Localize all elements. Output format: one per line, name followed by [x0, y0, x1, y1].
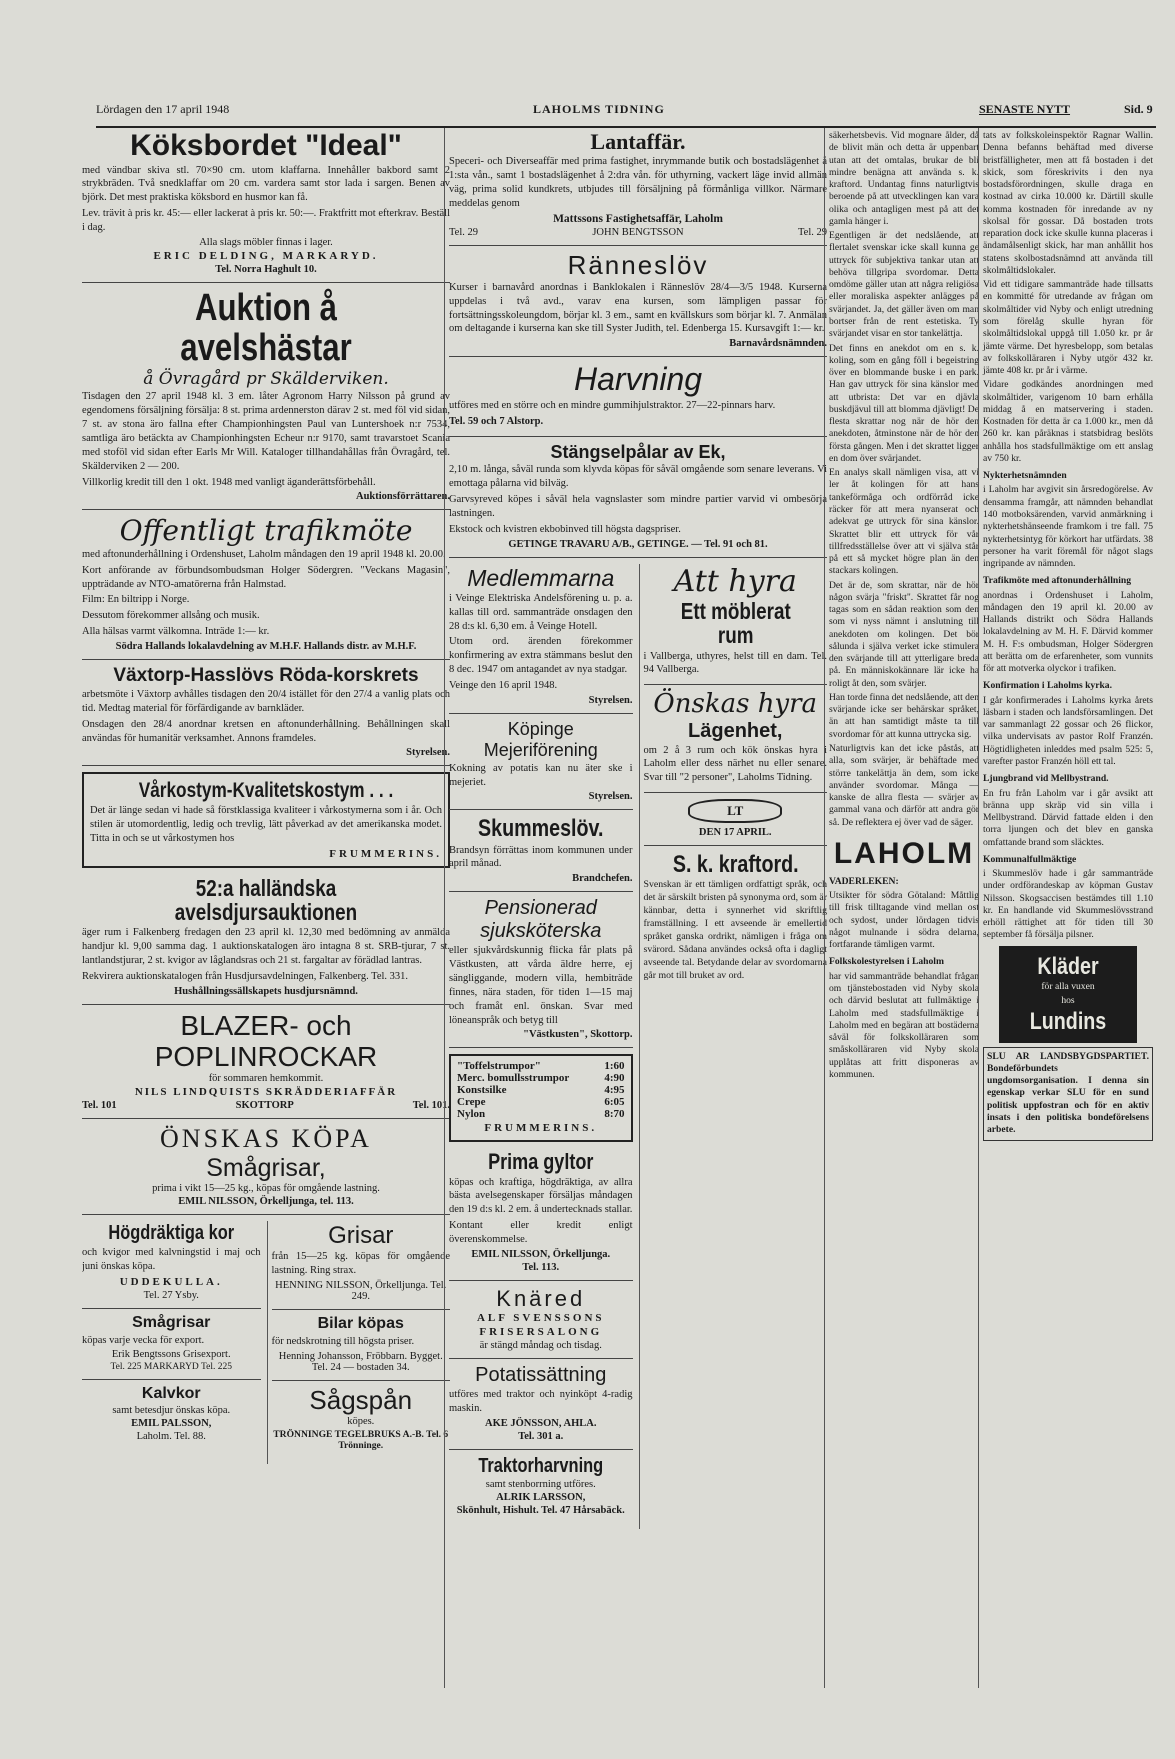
- ad-title: Smågrisar,: [206, 1153, 326, 1182]
- ad-title: sjuksköterska: [480, 920, 602, 943]
- ad-signature: "Västkusten", Skottorp.: [523, 1029, 633, 1041]
- article-body: Svenskan är ett tämligen ordfattigt språk, och det är särskilt bristen på synonyma ord, som är kännbar, detta i synnerhet vid skriftlig framställning. I ett avseende är emellertid språket ganska ordrikt, nämligen i fråga om svärord. Sådana användes också ofta i dagligt avseende tal. Betydande delar av svordomarna går mot till bruket av ord.: [643, 879, 827, 981]
- ad-kopinge: [449, 720, 633, 811]
- ad-blazer: [82, 1011, 450, 1120]
- ad-phone: Skönhult, Hishult. Tel. 47 Hårsabäck.: [456, 1504, 625, 1516]
- ad-phone: Tel. 29: [797, 226, 827, 238]
- ad-body: hos: [1061, 995, 1075, 1007]
- ad-title: Traktorharvning: [478, 1454, 604, 1477]
- article-body: En analys skall nämligen visa, att vi ler åt kolingen för att hans tankeförmåga och ordförråd icke räcker för att mera nyanserat och adekvat ge uttryck för sina känslor. Skrattet blir ett uttryck för vår tillfredsställelse över att vi själva står på ett så mycket högre plan än den stackars kolingen.: [829, 467, 979, 577]
- small-ads-row: [82, 1221, 450, 1464]
- article-title: S. k. kraftord.: [672, 851, 799, 879]
- price-item-name: Nylon: [457, 1108, 486, 1121]
- ad-body: Villkorlig kredit till den 1 okt. 1948 med vanligt äganderättsförbehåll.: [82, 476, 376, 488]
- ad-title: Vårkostym-Kvalitetskostym . . .: [138, 779, 394, 803]
- ad-title: Lägenhet,: [688, 719, 783, 742]
- news-body: I går konfirmerades i Laholms kyrka årets läsbarn i staden och landsförsamlingen. Det var sammanlagt 22 gossar och 26 flickor, vilka undervisats av pastor Rolf Franzén. Högtidligheten inleddes med psalm 525: 5, varefter pastor Franzén höll ett tal.: [983, 694, 1153, 768]
- ad-title: Pensionerad: [484, 897, 597, 920]
- ad-body: äger rum i Falkenberg fredagen den 23 april kl. 12,30 med bedömning av anmälda handjur kl. 9,00 samma dag. 1 auktionskatalogen äro intagna 8 st. SRB-tjurar, 7 st. lantlandstjurar, 2 st. kvigor av låglandsras och 21 st. fargaltar av förädlad lantras.: [82, 927, 450, 966]
- ad-body: Tisdagen den 27 april 1948 kl. 3 em. låter Agronom Harry Nilsson på grund av egendomens försäljning försälja: 8 st. prima ardennerston därav 2 st. med föl vid sidan, 7 st. av stona äro fallna efter Championhingsten Paul van Luntershoek n:r 7534, samtliga äro betäckta av Championhingsten Echeur n:r 9170, samt travarstoet Scania med stoföl vid sidan efter Earls Mr Will. Kataloger tillhandahållas från Övragård, tel. Skälderviken 2 — 200.: [82, 391, 450, 472]
- ad-body: Kort anförande av förbundsombudsman Holger Södergren. "Veckans Magasin", uppträdande av NTO-amatörerna från Halmstad.: [82, 564, 450, 590]
- ad-body: samt betesdjur önskas köpa.: [112, 1405, 231, 1417]
- article-body: Vid ett tidigare sammanträde hade tillsatts en kommitté för utredande av frågan om skolmåltider vid Nyby och enligt utredning som förelåg skulle hyran för skolmåltidslokal uppgå till 1.050 kr. pr år jämte värme. Det hyresbelopp, som betalas av folkskolläraren i Nyby utgör 432 kr. jämte 408 kr. pr år i värme.: [983, 279, 1153, 377]
- ad-title: Önskas hyra: [653, 689, 818, 720]
- price-item-name: Crepe: [457, 1096, 486, 1109]
- ad-title: Sågspån: [309, 1384, 413, 1415]
- ad-signature: HENNING NILSSON, Örkelljunga. Tel. 249.: [275, 1279, 447, 1302]
- ad-body: Alla hälsas varmt välkomna. Inträde 1:— kr.: [82, 626, 270, 638]
- ad-body: Alla slags möbler finnas i lager.: [199, 236, 333, 248]
- ad-phone: Tel. 29: [449, 226, 479, 238]
- ad-phone: Tel. 27 Ysby.: [143, 1289, 199, 1301]
- header-section: SENASTE NYTT: [979, 102, 1071, 116]
- ad-signature: Styrelsen.: [588, 791, 633, 803]
- ad-pensionerad: [449, 898, 633, 1048]
- column-2: [444, 128, 827, 1688]
- ad-body: Kokning av potatis kan nu äter ske i mejeriet.: [449, 762, 633, 788]
- ad-body: Film: En biltripp i Norge.: [82, 594, 190, 606]
- ad-signature: Erik Bengtssons Grisexport.: [111, 1349, 231, 1361]
- ad-onskas-hyra: [644, 691, 828, 793]
- ad-rodakors: [82, 666, 450, 766]
- ad-title: Prima gyltor: [488, 1149, 594, 1175]
- ad-body: samt stenborrning utföres.: [485, 1478, 596, 1490]
- ad-body: 2,10 m. långa, såväl runda som klyvda köpas för såväl omgående som senare leverans. Vi emottaga pålarna vid bilväg.: [449, 464, 827, 490]
- ad-subtitle: för alla vuxen: [1041, 980, 1095, 992]
- ad-grisar: [272, 1223, 451, 1310]
- article-body: Det finns en anekdot om en s. k. koling, som en gång föll i begeistring över en blommande buske i en park. Han gav uttryck för sina känslor med att utbrista: Det var en djävla buskdjävul till att blomma djävligt! De flesta skrattar nog när de hör den anekdoten, åtminstone när de hör den första gången. Men i det skrattet ligger en dom över svärjandet.: [829, 342, 979, 464]
- ad-body: i Vallberga, uthyres, helst till en dam. Tel. 94 Vallberga.: [643, 650, 827, 676]
- price-row: [457, 1060, 625, 1072]
- ad-signature: Barnavårdsnämnden.: [729, 338, 827, 350]
- ad-body: Ekstock och kvistren ekbobinved till högsta dagspriser.: [449, 523, 681, 535]
- ad-signature: UDDEKULLA.: [119, 1275, 223, 1288]
- price-item-price: 4:95: [604, 1084, 625, 1097]
- ad-traktorharvning: [449, 1456, 633, 1523]
- ad-hogdraktiga: [82, 1223, 261, 1309]
- ad-signature: EMIL NILSSON, Örkelljunga, tel. 113.: [178, 1196, 354, 1208]
- ad-subtitle: för sommaren hemkommit.: [208, 1073, 324, 1085]
- ad-body: utföres med traktor och nyinköpt 4-radig maskin.: [449, 1388, 633, 1414]
- ad-title: ÖNSKAS KÖPA: [160, 1124, 372, 1154]
- ad-body: prima i vikt 15—25 kg., köpas för omgående lastning.: [152, 1183, 380, 1195]
- page-header: [96, 92, 1156, 128]
- ad-title: Medlemmarna: [467, 564, 615, 591]
- ad-title: Köksbordet "Ideal": [130, 129, 402, 162]
- ad-title: Grisar: [328, 1222, 394, 1250]
- ad-title: BLAZER- och: [180, 1009, 352, 1041]
- ad-body: för nedskrotning till högsta priser.: [271, 1335, 415, 1347]
- ad-title: Växtorp-Hasslövs Röda-korskrets: [113, 664, 419, 686]
- ad-kalvkor: [82, 1386, 261, 1449]
- ad-signature: Auktionsförrättaren.: [355, 491, 450, 503]
- ad-title: Lantaffär.: [590, 129, 686, 154]
- ad-body: Kontant eller kredit enligt överenskommelse.: [449, 1220, 633, 1246]
- ad-signature: AKE JÖNSSON, AHLA.: [485, 1417, 597, 1429]
- col2-right-a: [639, 564, 828, 1529]
- price-item-name: "Toffelstrumpor": [457, 1060, 541, 1073]
- ad-title: Offentligt trafikmöte: [119, 514, 413, 548]
- ad-body: från 15—25 kg. köpas för omgående lastning. Ring strax.: [271, 1251, 450, 1277]
- ad-title: Harvning: [573, 361, 703, 398]
- ad-signature: FRUMMERINS.: [484, 1122, 598, 1135]
- article-body: Egentligen är det nedslående, att flertalet svenskar icke skall kunna ge uttryck för subjektiva tankar utan att behöva tillgripa svordomar. Detta omdöme gäller utan att några religiösa eller moraliska aspekter anlägges på svärjandet. Ja, det gäller även om man bortser från de rent estetiska. Ty svärjandet visar en stor tankelättja.: [829, 230, 979, 340]
- ad-body: arbetsmöte i Växtorp avhålles tisdagen den 20/4 istället för den 27/4 a vanlig plats och tid. Medtag material för förfärdigande av barnkläder.: [82, 688, 450, 714]
- ad-koksbordet: [82, 130, 450, 283]
- ad-title: Knäred: [496, 1285, 586, 1311]
- ad-contact: JOHN BENGTSSON: [592, 226, 684, 238]
- ad-lundins: [999, 946, 1137, 1043]
- small-ads-right: [267, 1221, 451, 1464]
- ad-signature: EMIL PALSSON,: [131, 1418, 212, 1430]
- ad-skummeslov: [449, 816, 633, 892]
- ad-title: Smågrisar: [132, 1313, 211, 1331]
- ad-medlemmarna: [449, 566, 633, 714]
- price-item-name: Konstsilke: [457, 1084, 507, 1097]
- price-item-price: 8:70: [604, 1108, 625, 1121]
- ad-potatissattning: [449, 1365, 633, 1450]
- news-body: i Skummeslöv hade i går sammanträde under ordförandeskap av köpman Gustav Nilsson. Skogsaccisen bestämdes till 1.10 kr. En handlande vid Skummeslövsstrand erhöll rättighet att för tiden till 30 september få försälja pilsner.: [983, 868, 1153, 941]
- ad-title: Ränneslöv: [567, 249, 709, 280]
- price-list: [457, 1060, 625, 1120]
- ad-body: och kvigor med kalvningstid i maj och juni önskas köpa.: [82, 1247, 261, 1272]
- ad-body: Lev. trävit à pris kr. 45:— eller lackerat à pris kr. 50:—. Fraktfritt mot efterkrav. Beställ i dag.: [82, 208, 450, 233]
- ad-signature: ALF SVENSSONS: [476, 1311, 605, 1324]
- news-title: Kommunalfullmäktige: [983, 853, 1077, 865]
- ad-lantaffar: [449, 130, 827, 246]
- ad-stangselpalar: [449, 443, 827, 558]
- ad-body: Utom ord. ärenden förekommer konfirmering av extra stämmans beslut den 8 dec. 1947 om antagandet av nya stadgar.: [449, 636, 633, 676]
- price-row: [457, 1096, 625, 1108]
- price-item-name: Merc. bomullsstrumpor: [457, 1072, 570, 1085]
- ad-title: Högdräktiga kor: [108, 1222, 235, 1245]
- ad-phone-row: [449, 227, 827, 238]
- ad-signature: Södra Hallands lokalavdelning av M.H.F. Hallands distr. av M.H.F.: [115, 640, 417, 652]
- ad-body: med aftonunderhållning i Ordenshuset, Laholm måndagen den 19 april 1948 kl. 20.00.: [82, 548, 446, 560]
- article-body: Det är de, som skrattar, när de hör någon svärja "friskt". Skrattet får nog tagas som en sådan reaktion som den som vi nyss nämnt i anslutning till anekdoten om kolingen. Det bör sålunda i själva verket icke stimulera den svärjande till att ytterligare breda på. En människokännare lär icke ha roligt åt den, som svärjer.: [829, 579, 979, 689]
- ad-title: Att hyra: [673, 563, 797, 599]
- ad-signature: EMIL NILSSON, Örkelljunga.: [471, 1248, 611, 1260]
- ad-signature: ALRIK LARSSON,: [496, 1491, 586, 1503]
- lt-date-banner: [644, 799, 828, 846]
- ad-subtitle: å Övragård pr Skälderviken.: [143, 368, 389, 389]
- price-item-price: 6:05: [604, 1096, 625, 1109]
- news-body: har vid sammanträde behandlat frågan om tjänstebostaden vid Nyby skola och därvid beslutat att fullmäktige i Laholm med stadsfullmäktige i Laholm med en begäran att bostäderna såväl för folkskolläraren som småskolläraren vid Nyby skola upplåtas att fritt disponeras av kommunen.: [829, 970, 979, 1080]
- ad-onskas-kopa: [82, 1125, 450, 1215]
- ad-auktion: [82, 286, 450, 511]
- ad-ranneslov: [449, 249, 827, 358]
- ad-att-hyra: [643, 563, 828, 686]
- news-title: Ljungbrand vid Mellbystrand.: [983, 773, 1109, 785]
- column-3: [824, 128, 979, 1688]
- ad-phone: Tel. 101: [82, 1100, 117, 1112]
- price-row: [457, 1108, 625, 1120]
- article-body: tats av folkskoleinspektör Ragnar Wallin. Denna befanns behäftad med diverse bristfälligheter, men att få bostaden i det skick, som föreskrivits i den nya bostadsförordningen, skulle draga en kostnad av cirka 10.000 kr. Därtill skulle komma kostnaden för inredande av ny skolsal för gossar. Då bostaden trots reparation dock icke skulle kunna placeras i ändamålsenligt skick, har man anhållit hos statens skolbostadsnämnd att använda till skolmåltidslokaler.: [983, 130, 1153, 276]
- ad-body: Brandsyn förrättas inom kommunen under april månad.: [449, 844, 633, 870]
- column-1: [82, 128, 450, 1688]
- ad-toffelstrumpor: [449, 1054, 633, 1142]
- ad-phone: Laholm. Tel. 88.: [136, 1431, 206, 1443]
- ad-title: Kalvkor: [141, 1385, 201, 1403]
- ad-harvning: [449, 363, 827, 436]
- ad-phone: Tel. 59 och 7 Alstorp.: [449, 415, 544, 427]
- news-title: Nykterhetsnämnden: [983, 470, 1067, 482]
- weather-title: VADERLEKEN:: [829, 875, 899, 887]
- col2-left-a: [449, 564, 633, 1529]
- ad-body: Dessutom förekommer allsång och musik.: [82, 610, 260, 622]
- ad-title: Bilar köpas: [317, 1314, 404, 1332]
- ad-title: Skummeslöv.: [478, 815, 604, 843]
- news-title: Trafikmöte med aftonunderhållning: [983, 575, 1131, 587]
- news-title: Konfirmation i Laholms kyrka.: [983, 680, 1112, 692]
- ad-title: Mejeriförening: [483, 739, 598, 760]
- col2-split-a: [449, 564, 827, 1529]
- ad-location: SKOTTORP: [235, 1100, 294, 1112]
- ad-title: Auktion å avelshästar: [180, 286, 352, 369]
- ad-signature: Hushållningssällskapets husdjursnämnd.: [174, 985, 358, 997]
- ad-phone: Tel. 301 a.: [518, 1430, 564, 1442]
- ad-slu: SLU AR LANDSBYGDSPARTIET. Bondeförbundets ungdomsorganisation. I denna sin egenskap verkar SLU för en sund politisk uppfostran och för en aktiv insats i den politiska bondeförelsens arbete.: [983, 1047, 1153, 1141]
- article-body: Naturligtvis kan det icke påstås, att alla, som svärjer, är behäftade med större tankelättja än dem, som icke använder svordomar. Många — kanske de allra flesta — svärjer av gammal vana och därför att andra gör så. De reflektera ej över vad de säger.: [829, 743, 979, 828]
- ad-prima-gyltor: [449, 1150, 633, 1280]
- ad-varkostym: [82, 772, 450, 868]
- ad-body: Rekvirera auktionskatalogen från Husdjursavdelningen, Falkenberg. Tel. 331.: [82, 970, 409, 982]
- ad-knared: [449, 1287, 633, 1359]
- ad-phone-row: [82, 1100, 450, 1111]
- ad-title: Potatissättning: [475, 1363, 607, 1386]
- ad-body: Det är länge sedan vi hade så förstklassiga kvaliteer i vårkostymerna som i år. Och stilen är utomordentlig, ledig och trevlig, lätt påverkad av det amerikanska modet. Titta in och se ut vårkostymen hos: [90, 805, 442, 845]
- ad-title: Stängselpålar av Ek,: [550, 441, 726, 462]
- ad-signature: Brandchefen.: [572, 873, 633, 885]
- ad-body: eller sjukvårdskunnig flicka får plats på Västkusten, att vårda äldre herre, ej sängliggande, modern villa, hembiträde finnes, nära staden, för tiden 1—15 maj och framåt enl. önskan. Svar med löneanspråk och betyg till: [449, 945, 633, 1026]
- ad-signature: Henning Johansson, Fröbbarn. Bygget. Tel. 24 — bostaden 34.: [278, 1350, 443, 1373]
- ad-body: utföres med en större och en mindre gummihjulstraktor. 27—22-pinnars harv.: [449, 399, 776, 411]
- ad-title: Köpinge: [507, 718, 574, 739]
- ad-signature: NILS LINDQUISTS SKRÄDDERIAFFÄR: [134, 1086, 398, 1099]
- ad-title: Kläder: [1037, 952, 1099, 980]
- ad-phone: Tel. Norra Haghult 10.: [215, 263, 317, 275]
- ad-sagspan: [272, 1384, 451, 1458]
- ad-phone: Tel. 225 MARKARYD Tel. 225: [110, 1362, 232, 1373]
- column-4: [978, 128, 1153, 1688]
- header-paper-name: LAHOLMS TIDNING: [533, 102, 665, 116]
- news-body: i Laholm har avgivit sin årsredogörelse. Av densamma framgår, att nämnden behandlat 140 motboksärenden, varvid anmärkning i nykterhetshänseende framkom i tre fall. 75 nykterhetsintyg för körkort har utfärdats. 38 personer ha varit föremål för något slags ingripande av nämnden.: [983, 484, 1153, 570]
- ad-body: köpas varje vecka för export.: [82, 1334, 205, 1346]
- ad-signature: Lundins: [1029, 1008, 1107, 1036]
- ad-signature: Mattssons Fastighetsaffär, Laholm: [553, 212, 723, 225]
- ad-signature: GETINGE TRAVARU A/B., GETINGE. — Tel. 91 och 81.: [508, 538, 768, 550]
- weather-body: Utsikter för södra Götaland: Måttlig till frisk tilltagande vind mellan ost och sydost, under lördagen tidvis något mulnande i södra delarna, fortfarande tämligen varmt.: [829, 890, 979, 951]
- ad-body: Kurser i barnavård anordnas i Banklokalen i Ränneslöv 28/4—3/5 1948. Kurserna uppdelas i två avd., varav ena kursen, som lämpligen passar för fortsättningsskoleungdom, börjar kl. 3 em., samt en kvällskurs som börjar kl. 7. Anmälan om deltagande i kurserna kan ske till Syster Judith, tel. Edenberga 15. Kursavgift 1:— kr.: [449, 281, 827, 335]
- ad-body: är stängd måndag och tisdag.: [479, 1339, 602, 1351]
- ad-signature: ERIC DELDING, MARKARYD.: [153, 249, 379, 262]
- ad-signature: FRUMMERINS.: [329, 847, 442, 860]
- ad-avelsdjur: [82, 876, 450, 1005]
- article-body: Han torde finna det nedslående, att den svärjande icke ser behärskar språket, än att han samtidigt måste ta till svordomar för att kunna uttrycka sig.: [829, 691, 979, 740]
- article-body: Vidare godkändes anordningen med skolmåltider, varigenom 10 barn erhålla middag å en matservering i staden. Kostnaden för detta är ca 1.000 kr., men då 260 kr. kan påräknas i statsbidrag beslöts anhålla hos stadsfullmäktige om ett anslag av 750 kr.: [983, 379, 1153, 464]
- ad-body: Garvsyreved köpes i såväl hela vagnslaster som mindre partier varvid vi ombesörja lastningen.: [449, 494, 827, 520]
- price-item-price: 4:90: [604, 1072, 625, 1085]
- ad-body: köpas och kraftiga, högdräktiga, av allra bästa avelsegenskaper försäljas måndagen den 19 d:s kl. 2 em. å undertecknads stallar.: [449, 1176, 633, 1216]
- ad-title: 52:a halländska avelsdjursauktionen: [174, 874, 358, 926]
- ad-signature: FRISERSALONG: [479, 1325, 603, 1338]
- price-row: [457, 1084, 625, 1096]
- header-page-number: Sid. 9: [1124, 102, 1153, 116]
- ad-body: Onsdagen den 28/4 anordnar kretsen en aftonunderhållning. Behållningen skall användas för humanitär verksamhet. Annons framdeles.: [82, 718, 450, 744]
- ad-body: Veinge den 16 april 1948.: [449, 680, 558, 692]
- ad-bilar: [272, 1316, 451, 1381]
- ad-signature: Styrelsen.: [588, 694, 633, 706]
- ad-body: om 2 å 3 rum och kök önskas hyra i Laholm eller dess närhet nu eller senare. Svar till "2 personer", Laholms Tidning.: [643, 744, 827, 784]
- small-ads-left: [82, 1221, 261, 1464]
- article-kraftord: [644, 852, 828, 990]
- ad-body: i Veinge Elektriska Andelsförening u. p. a. kallas till ord. sammanträde onsdagen den 28 d:s kl. 6,30 em. å Veinge Hotell.: [449, 592, 633, 632]
- ad-body: Speceri- och Diverseaffär med prima fastighet, inrymmande butik och bostadslägenhet å 1:sta vån., samt 1 bostadslägenhet å 2:dra vån. för uthyrning, vackert läge invid allmän väg, prima solid kundkrets, utbjudes till försäljning på förmånliga villkor. Närmare meddelas genom: [449, 156, 827, 209]
- ad-body: med vändbar skiva stl. 70×90 cm. utom klaffarna. Innehåller bakbord samt 2 strykbräden. Två snedklaffar om 20 cm. vardera samt stor lada i sargen. Benen av björk. Det mest praktiska köksbord en husmor kan få.: [82, 164, 450, 204]
- price-item-price: 1:60: [604, 1060, 625, 1073]
- price-row: [457, 1072, 625, 1084]
- laholm-heading: LAHOLM: [833, 836, 975, 870]
- ad-trafikmote: [82, 516, 450, 660]
- ad-phone: Tel. 113.: [522, 1261, 560, 1273]
- news-body: En fru från Laholm var i går avsikt att bränna upp skräp vid sin villa i Mellbystrand. Därvid fattade elden i den torra ljungen och det blev en ganska omfattande brand som släcktes.: [983, 787, 1153, 848]
- ad-phone: Tel. 101.: [412, 1100, 450, 1112]
- lt-date: DEN 17 APRIL.: [698, 827, 772, 839]
- lt-logo: LT: [688, 799, 782, 823]
- news-title: Folkskolestyrelsen i Laholm: [829, 956, 944, 968]
- ad-signature: TRÖNNINGE TEGELBRUKS A.-B. Tel. 6 Trönninge.: [273, 1428, 449, 1451]
- article-body: säkerhetsbevis. Vid mognare ålder, då de blivit män och detta är uppenbart utan att det omtalas, brukar de bli mindre benägna att använda s. k. kraftord. Undantag finns naturligtvis beroende på att utvecklingen kan vara olika och antagligen mest på att det gamla hänger i.: [829, 130, 979, 227]
- ad-title: Ett möblerat rum: [680, 598, 791, 649]
- news-body: anordnas i Ordenshuset i Laholm, måndagen den 19 april kl. 20.00 av Hallands distrikt och Södra Hallands lokalavdelning av M. H. F. Därvid kommer M. H. F:s ombudsman, Holger Södergren att berätta om de erfarenheter, som vunnits för att motverka olyckor i trafiken.: [983, 589, 1153, 675]
- ad-signature: Styrelsen.: [406, 747, 450, 759]
- ad-title: POPLINROCKAR: [154, 1041, 378, 1073]
- header-date: Lördagen den 17 april 1948: [96, 102, 230, 116]
- ad-body: köpes.: [347, 1415, 375, 1427]
- ad-smagrisar-export: [82, 1315, 261, 1381]
